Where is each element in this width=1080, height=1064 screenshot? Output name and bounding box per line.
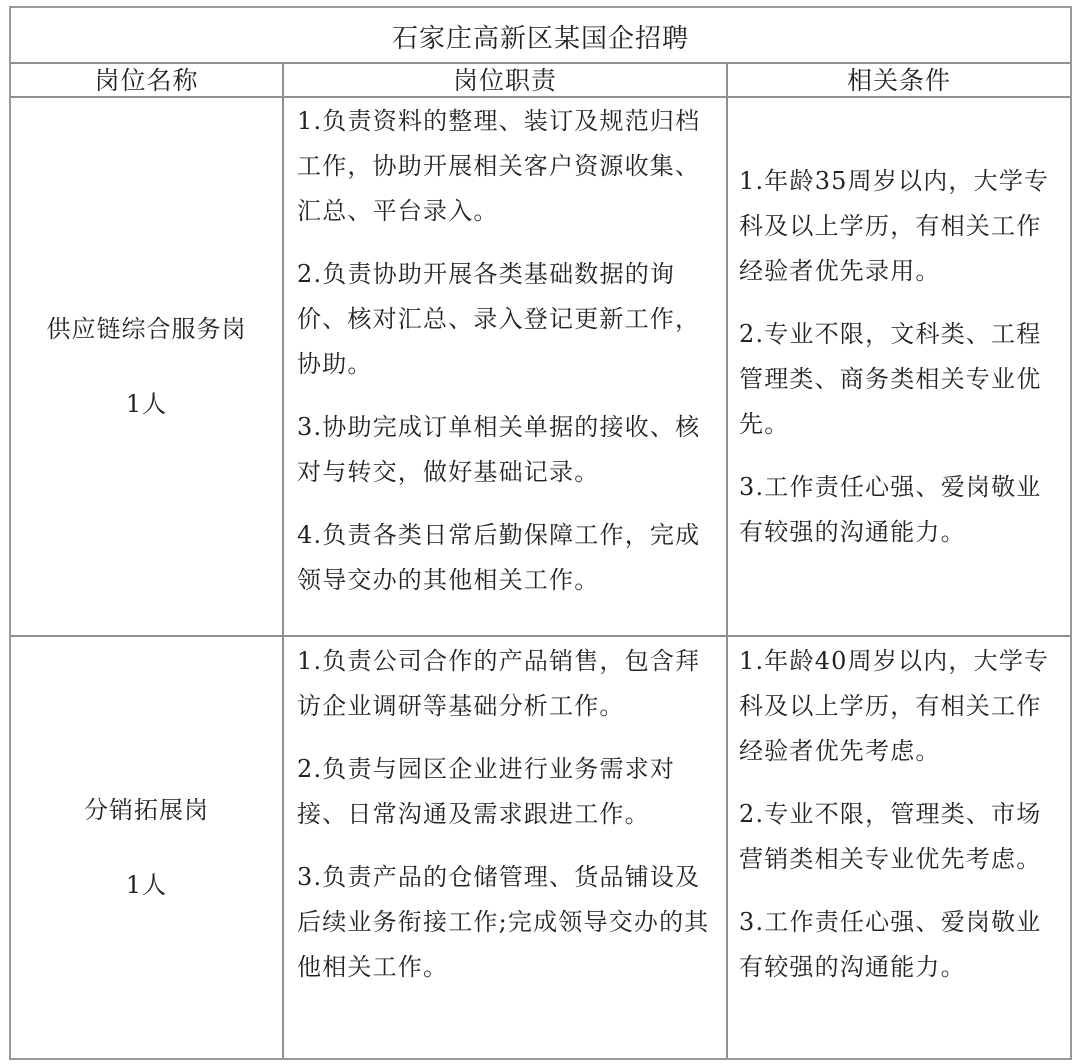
- row-1-condition-1: 1.年龄35周岁以内，大学专科及以上学历，有相关工作经验者优先录用。: [739, 167, 1050, 285]
- row-1-position-name: 供应链综合服务岗: [46, 315, 247, 343]
- column-divider-2: [726, 62, 728, 1058]
- row-1-headcount: 1人: [125, 390, 168, 418]
- row-2-headcount: 1人: [125, 871, 168, 899]
- row-2-duties-cell: [297, 639, 717, 990]
- column-divider-1: [282, 62, 284, 1058]
- row-1-duty-3: 3.协助完成订单相关单据的接收、核对与转交，做好基础记录。: [297, 413, 701, 486]
- row-2-position-name: 分销拓展岗: [84, 796, 209, 824]
- row-1-position-cell: [11, 98, 282, 635]
- row-2-duty-3: 3.负责产品的仓储管理、货品铺设及后续业务衔接工作;完成领导交办的其他相关工作。: [297, 863, 710, 981]
- header-position-name: 岗位名称: [94, 66, 199, 95]
- table-title: 石家庄高新区某国企招聘: [391, 23, 689, 54]
- row-1-conditions-cell: [739, 159, 1057, 555]
- row-2-condition-3: 3.工作责任心强、爱岗敬业有较强的沟通能力。: [739, 908, 1042, 981]
- row-2-duty-2: 2.负责与园区企业进行业务需求对接、日常沟通及需求跟进工作。: [297, 755, 676, 828]
- row-2-conditions-cell: [739, 639, 1057, 990]
- row-1-condition-2: 2.专业不限，文科类、工程管理类、商务类相关专业优先。: [739, 320, 1042, 438]
- row-1-duties-cell: [297, 99, 717, 603]
- row-1-duty-4: 4.负责各类日常后勤保障工作，完成领导交办的其他相关工作。: [297, 521, 701, 594]
- header-duties: 岗位职责: [452, 66, 557, 95]
- row-2-condition-2: 2.专业不限，管理类、市场营销类相关专业优先考虑。: [739, 800, 1042, 873]
- row-1-duty-2: 2.负责协助开展各类基础数据的询价、核对汇总、录入登记更新工作，协助。: [297, 260, 701, 378]
- row-1-condition-3: 3.工作责任心强、爱岗敬业有较强的沟通能力。: [739, 473, 1042, 546]
- row-2-duty-1: 1.负责公司合作的产品销售，包含拜访企业调研等基础分析工作。: [297, 647, 701, 720]
- row-2-position-cell: [11, 637, 282, 1058]
- header-conditions: 相关条件: [846, 66, 951, 95]
- recruitment-table: [9, 6, 1072, 1060]
- row-2-condition-1: 1.年龄40周岁以内，大学专科及以上学历，有相关工作经验者优先考虑。: [739, 647, 1050, 765]
- row-1-duty-1: 1.负责资料的整理、装订及规范归档工作，协助开展相关客户资源收集、汇总、平台录入。: [297, 107, 701, 225]
